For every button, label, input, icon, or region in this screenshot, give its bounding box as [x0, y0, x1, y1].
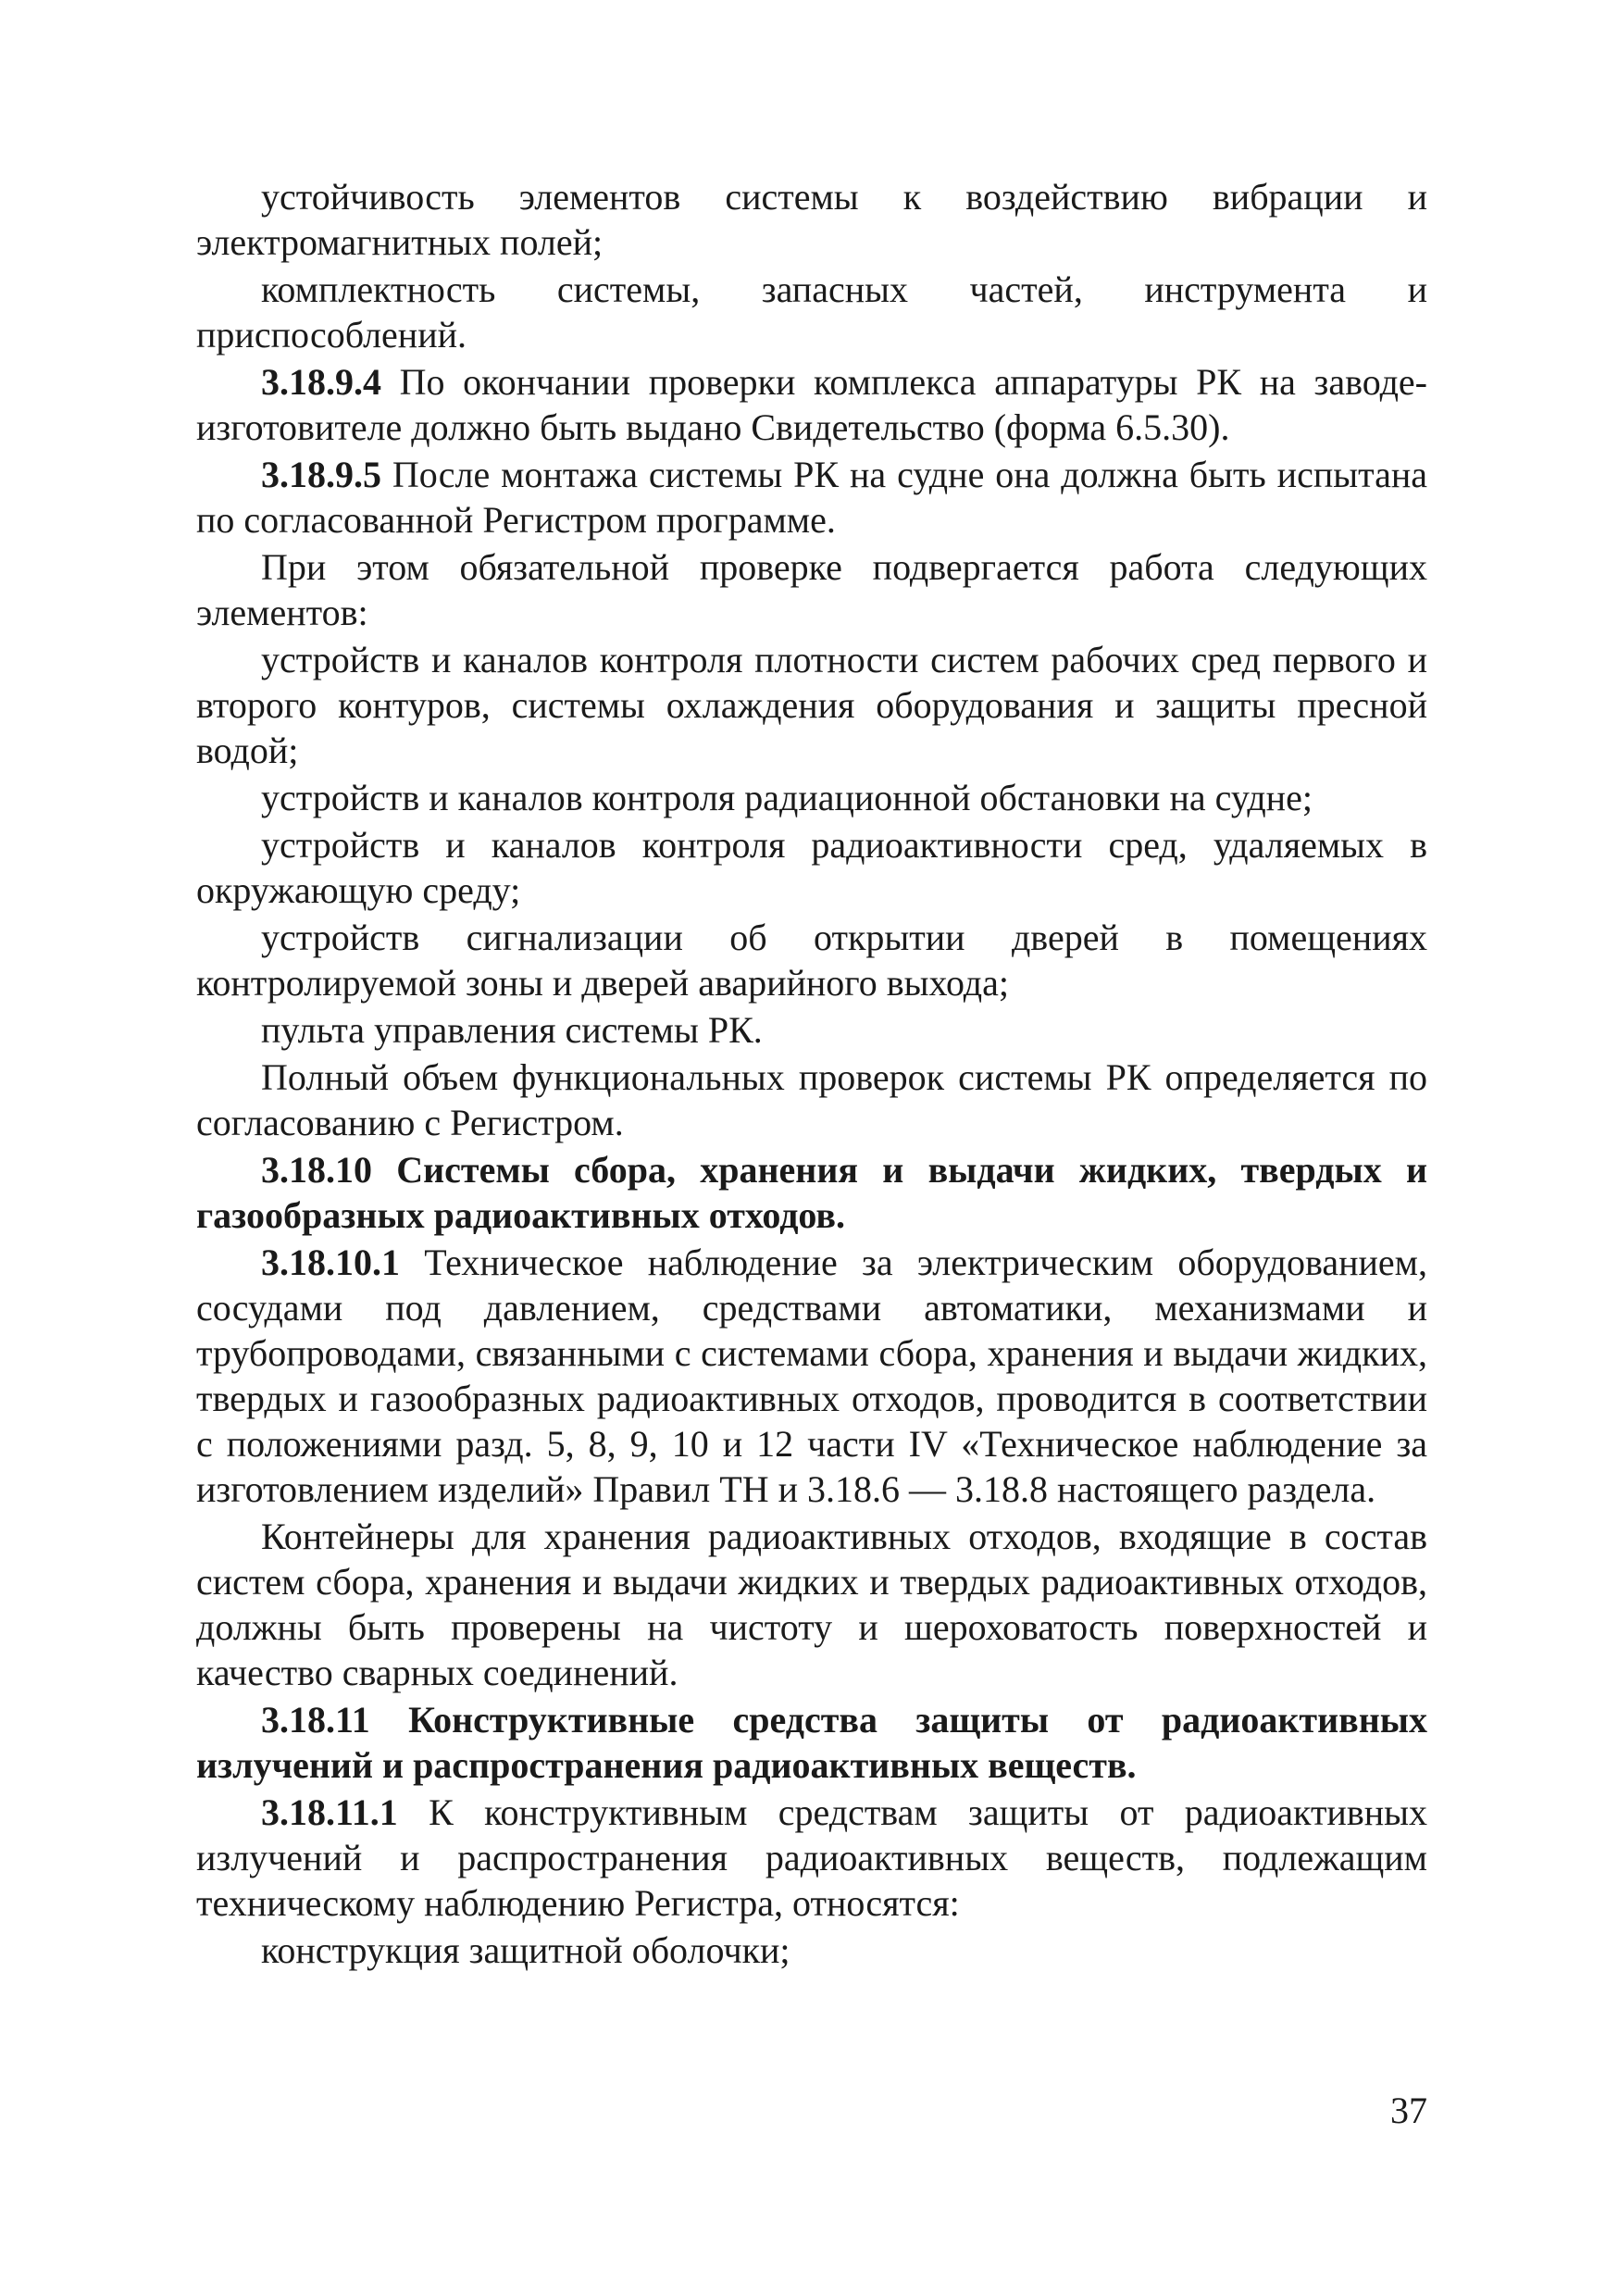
paragraph [196, 1790, 1427, 1926]
clause-number: 3.18.9.5 [261, 454, 381, 495]
paragraph-text: Контейнеры для хранения радиоактивных отходов, входящие в состав систем сбора, хранения и выдачи жидких и твердых радиоактивных отходов, должны быть проверены на чистоту и шероховатость поверхностей и качество сварных соединений. [196, 1516, 1427, 1693]
paragraph [196, 915, 1427, 1005]
paragraph-text: устройств и каналов контроля плотности систем рабочих сред первого и второго контуров, системы охлаждения оборудования и защиты пресной водой; [196, 639, 1427, 771]
paragraph [196, 822, 1427, 913]
paragraph [196, 1928, 1427, 1973]
paragraph-text: После монтажа системы РК на судне она должна быть испытана по согласованной Регистром программе. [196, 454, 1427, 541]
section-heading: 3.18.11 Конструктивные средства защиты от радиоактивных излучений и распространения радиоактивных веществ. [196, 1699, 1427, 1786]
paragraph [196, 359, 1427, 450]
clause-number: 3.18.10.1 [261, 1242, 400, 1283]
paragraph [196, 1240, 1427, 1512]
page-number: 37 [1390, 2090, 1427, 2131]
paragraph [196, 267, 1427, 357]
paragraph-text: При этом обязательной проверке подвергается работа следующих элементов: [196, 546, 1427, 633]
document-body [196, 174, 1427, 1975]
paragraph [196, 775, 1427, 820]
paragraph [196, 1007, 1427, 1053]
paragraph-text: К конструктивным средствам защиты от радиоактивных излучений и распространения радиоактивных веществ, подлежащим техническому наблюдению Регистра, относятся: [196, 1791, 1427, 1924]
paragraph-text: устройств и каналов контроля радиационной обстановки на судне; [261, 777, 1313, 818]
paragraph-text: конструкция защитной оболочки; [261, 1929, 790, 1971]
paragraph-text: Техническое наблюдение за электрическим оборудованием, сосудами под давлением, средствами автоматики, механизмами и трубопроводами, связанными с системами сбора, хранения и выдачи жидких, твердых и газообразных радиоактивных отходов, проводится в соответствии с положениями разд. 5, 8, 9, 10 и 12 части IV «Техническое наблюдение за изготовлением изделий» Правил ТН и 3.18.6 — 3.18.8 настоящего раздела. [196, 1242, 1427, 1510]
paragraph [196, 1514, 1427, 1695]
section-heading: 3.18.10 Системы сбора, хранения и выдачи жидких, твердых и газообразных радиоактивных отходов. [196, 1149, 1427, 1236]
paragraph-text: устройств и каналов контроля радиоактивности сред, удаляемых в окружающую среду; [196, 824, 1427, 911]
paragraph [196, 452, 1427, 543]
paragraph [196, 637, 1427, 773]
paragraph-text: Полный объем функциональных проверок системы РК определяется по согласованию с Регистром. [196, 1056, 1427, 1143]
paragraph [196, 1054, 1427, 1145]
paragraph-text: пульта управления системы РК. [261, 1009, 763, 1051]
paragraph-text: комплектность системы, запасных частей, инструмента и приспособлений. [196, 268, 1427, 356]
paragraph-text: По окончании проверки комплекса аппаратуры РК на заводе-изготовителе должно быть выдано Свидетельство (форма 6.5.30). [196, 361, 1427, 448]
paragraph [196, 174, 1427, 265]
paragraph [196, 544, 1427, 635]
clause-number: 3.18.11.1 [261, 1791, 398, 1833]
paragraph-text: устойчивость элементов системы к воздействию вибрации и электромагнитных полей; [196, 176, 1427, 263]
clause-number: 3.18.9.4 [261, 361, 381, 403]
paragraph-text: устройств сигнализации об открытии дверей в помещениях контролируемой зоны и дверей аварийного выхода; [196, 917, 1427, 1004]
